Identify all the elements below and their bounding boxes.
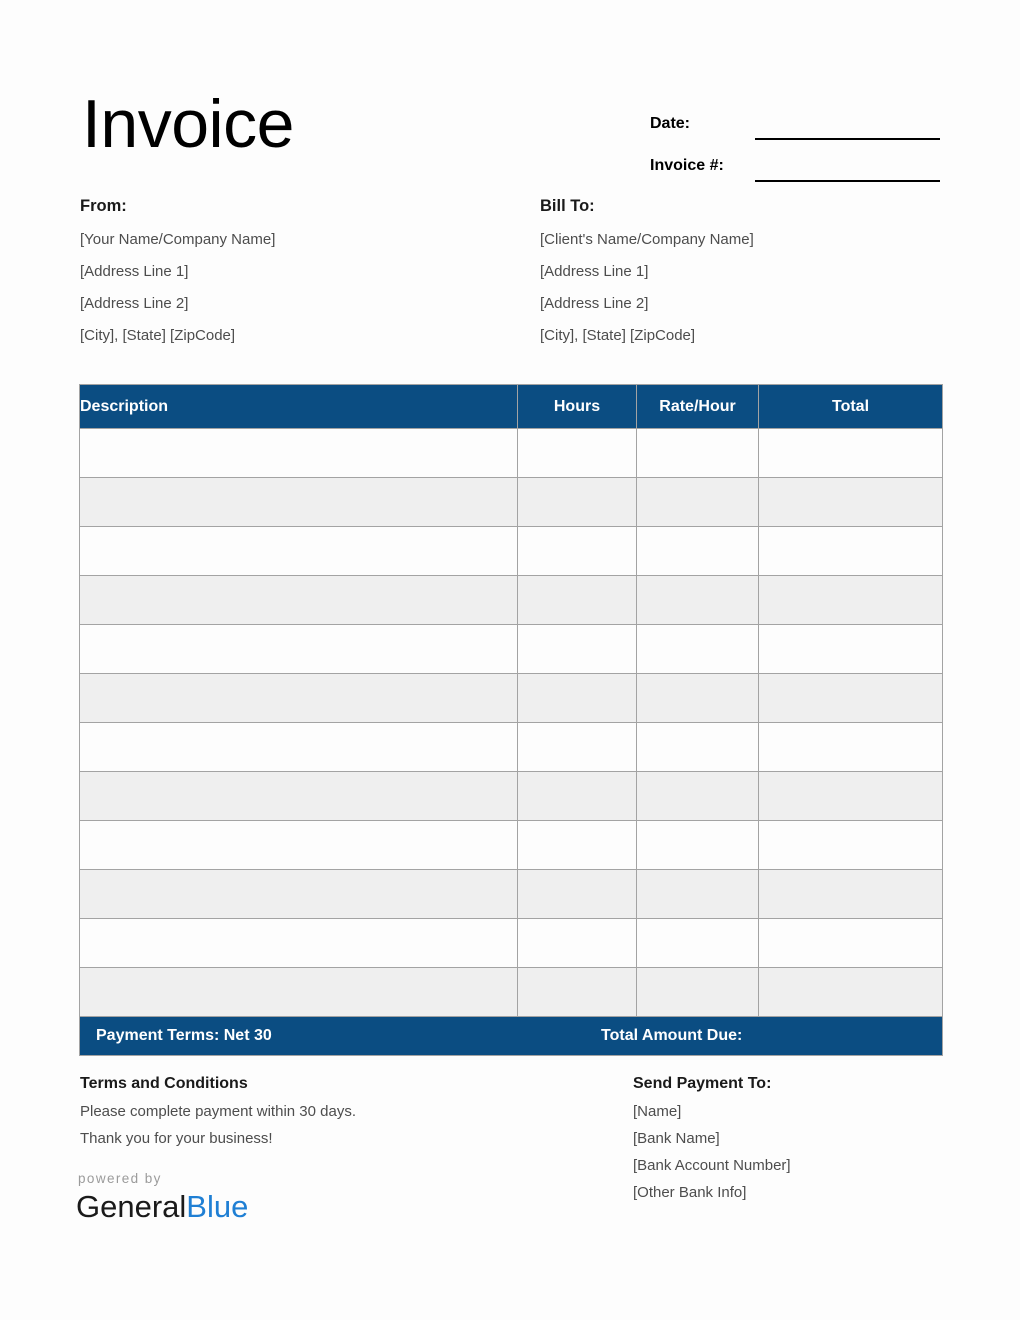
cell-total[interactable] — [759, 625, 943, 674]
cell-description[interactable] — [80, 772, 518, 821]
table-footer-cell — [80, 1017, 943, 1056]
send-payment-line-3[interactable]: [Bank Account Number] — [633, 1157, 791, 1174]
table-footer — [80, 1017, 943, 1056]
column-header-total: Total — [759, 385, 943, 429]
invoice-header — [80, 86, 940, 192]
cell-description[interactable] — [80, 478, 518, 527]
table-row — [80, 429, 943, 478]
cell-rate[interactable] — [637, 821, 759, 870]
date-field-row — [650, 110, 940, 152]
cell-description[interactable] — [80, 576, 518, 625]
table-row — [80, 576, 943, 625]
cell-description[interactable] — [80, 723, 518, 772]
cell-rate[interactable] — [637, 625, 759, 674]
table-body — [80, 429, 943, 1017]
bill-to-heading: Bill To: — [540, 197, 595, 215]
cell-rate[interactable] — [637, 478, 759, 527]
cell-total[interactable] — [759, 674, 943, 723]
invoice-number-label: Invoice #: — [650, 157, 724, 174]
from-block — [80, 198, 480, 343]
terms-heading: Terms and Conditions — [80, 1075, 248, 1092]
bill-to-block — [540, 198, 940, 343]
bill-to-line-1[interactable]: [Client's Name/Company Name] — [540, 230, 754, 248]
column-header-description: Description — [80, 385, 518, 429]
cell-description[interactable] — [80, 968, 518, 1017]
cell-total[interactable] — [759, 527, 943, 576]
cell-rate[interactable] — [637, 723, 759, 772]
terms-and-conditions-block — [80, 1076, 540, 1146]
cell-total[interactable] — [759, 821, 943, 870]
from-line-3[interactable]: [Address Line 2] — [80, 294, 189, 312]
invoice-meta — [650, 110, 940, 194]
send-payment-line-4[interactable]: [Other Bank Info] — [633, 1184, 747, 1201]
terms-line-1: Please complete payment within 30 days. — [80, 1103, 356, 1120]
payment-terms-label: Payment Terms: Net 30 — [96, 1027, 272, 1044]
cell-rate[interactable] — [637, 674, 759, 723]
cell-total[interactable] — [759, 429, 943, 478]
bill-to-line-2[interactable]: [Address Line 1] — [540, 262, 649, 280]
table-row — [80, 674, 943, 723]
cell-total[interactable] — [759, 968, 943, 1017]
cell-rate[interactable] — [637, 576, 759, 625]
cell-total[interactable] — [759, 723, 943, 772]
line-items-table — [79, 384, 943, 1056]
date-label: Date: — [650, 115, 691, 132]
cell-description[interactable] — [80, 821, 518, 870]
column-header-rate-hour: Rate/Hour — [637, 385, 759, 429]
cell-description[interactable] — [80, 870, 518, 919]
generalblue-logo — [76, 1172, 248, 1222]
logo-general-text: General — [76, 1188, 187, 1224]
cell-rate[interactable] — [637, 772, 759, 821]
table-row — [80, 478, 943, 527]
cell-hours[interactable] — [518, 429, 637, 478]
table-row — [80, 527, 943, 576]
from-line-4[interactable]: [City], [State] [ZipCode] — [80, 326, 236, 344]
cell-hours[interactable] — [518, 576, 637, 625]
from-line-1[interactable]: [Your Name/Company Name] — [80, 230, 276, 248]
cell-total[interactable] — [759, 576, 943, 625]
table-row — [80, 919, 943, 968]
logo-wordmark — [76, 1188, 249, 1224]
invoice-number-input-rule[interactable] — [755, 180, 940, 182]
cell-hours[interactable] — [518, 968, 637, 1017]
cell-rate[interactable] — [637, 870, 759, 919]
send-payment-line-1[interactable]: [Name] — [633, 1103, 682, 1120]
table-header-row — [80, 385, 943, 429]
cell-description[interactable] — [80, 919, 518, 968]
from-heading: From: — [80, 197, 127, 215]
table-row — [80, 625, 943, 674]
cell-total[interactable] — [759, 919, 943, 968]
cell-description[interactable] — [80, 429, 518, 478]
cell-hours[interactable] — [518, 821, 637, 870]
cell-description[interactable] — [80, 625, 518, 674]
send-payment-to-heading: Send Payment To: — [633, 1075, 772, 1092]
logo-blue-text: Blue — [186, 1188, 249, 1224]
cell-rate[interactable] — [637, 919, 759, 968]
table-row — [80, 723, 943, 772]
cell-description[interactable] — [80, 527, 518, 576]
table-footer-row — [80, 1017, 943, 1056]
date-input-rule[interactable] — [755, 138, 940, 140]
total-amount-due-label: Total Amount Due: — [601, 1027, 743, 1044]
column-header-hours: Hours — [518, 385, 637, 429]
cell-hours[interactable] — [518, 870, 637, 919]
table-row — [80, 772, 943, 821]
cell-rate[interactable] — [637, 968, 759, 1017]
cell-total[interactable] — [759, 478, 943, 527]
send-payment-to-block — [633, 1076, 940, 1200]
bill-to-line-4[interactable]: [City], [State] [ZipCode] — [540, 326, 696, 344]
table-row — [80, 870, 943, 919]
from-line-2[interactable]: [Address Line 1] — [80, 262, 189, 280]
cell-hours[interactable] — [518, 478, 637, 527]
send-payment-line-2[interactable]: [Bank Name] — [633, 1130, 720, 1147]
cell-hours[interactable] — [518, 919, 637, 968]
cell-hours[interactable] — [518, 527, 637, 576]
terms-line-2: Thank you for your business! — [80, 1130, 273, 1147]
cell-total[interactable] — [759, 870, 943, 919]
table-row — [80, 968, 943, 1017]
page-title: Invoice — [82, 86, 294, 162]
line-items-table-wrap — [79, 384, 938, 1056]
invoice-number-field-row — [650, 152, 940, 194]
table-header — [80, 385, 943, 429]
cell-total[interactable] — [759, 772, 943, 821]
powered-by-label: powered by — [78, 1171, 162, 1186]
cell-rate[interactable] — [637, 527, 759, 576]
cell-hours[interactable] — [518, 723, 637, 772]
cell-rate[interactable] — [637, 429, 759, 478]
table-row — [80, 821, 943, 870]
cell-description[interactable] — [80, 674, 518, 723]
cell-hours[interactable] — [518, 674, 637, 723]
bill-to-line-3[interactable]: [Address Line 2] — [540, 294, 649, 312]
cell-hours[interactable] — [518, 772, 637, 821]
cell-hours[interactable] — [518, 625, 637, 674]
